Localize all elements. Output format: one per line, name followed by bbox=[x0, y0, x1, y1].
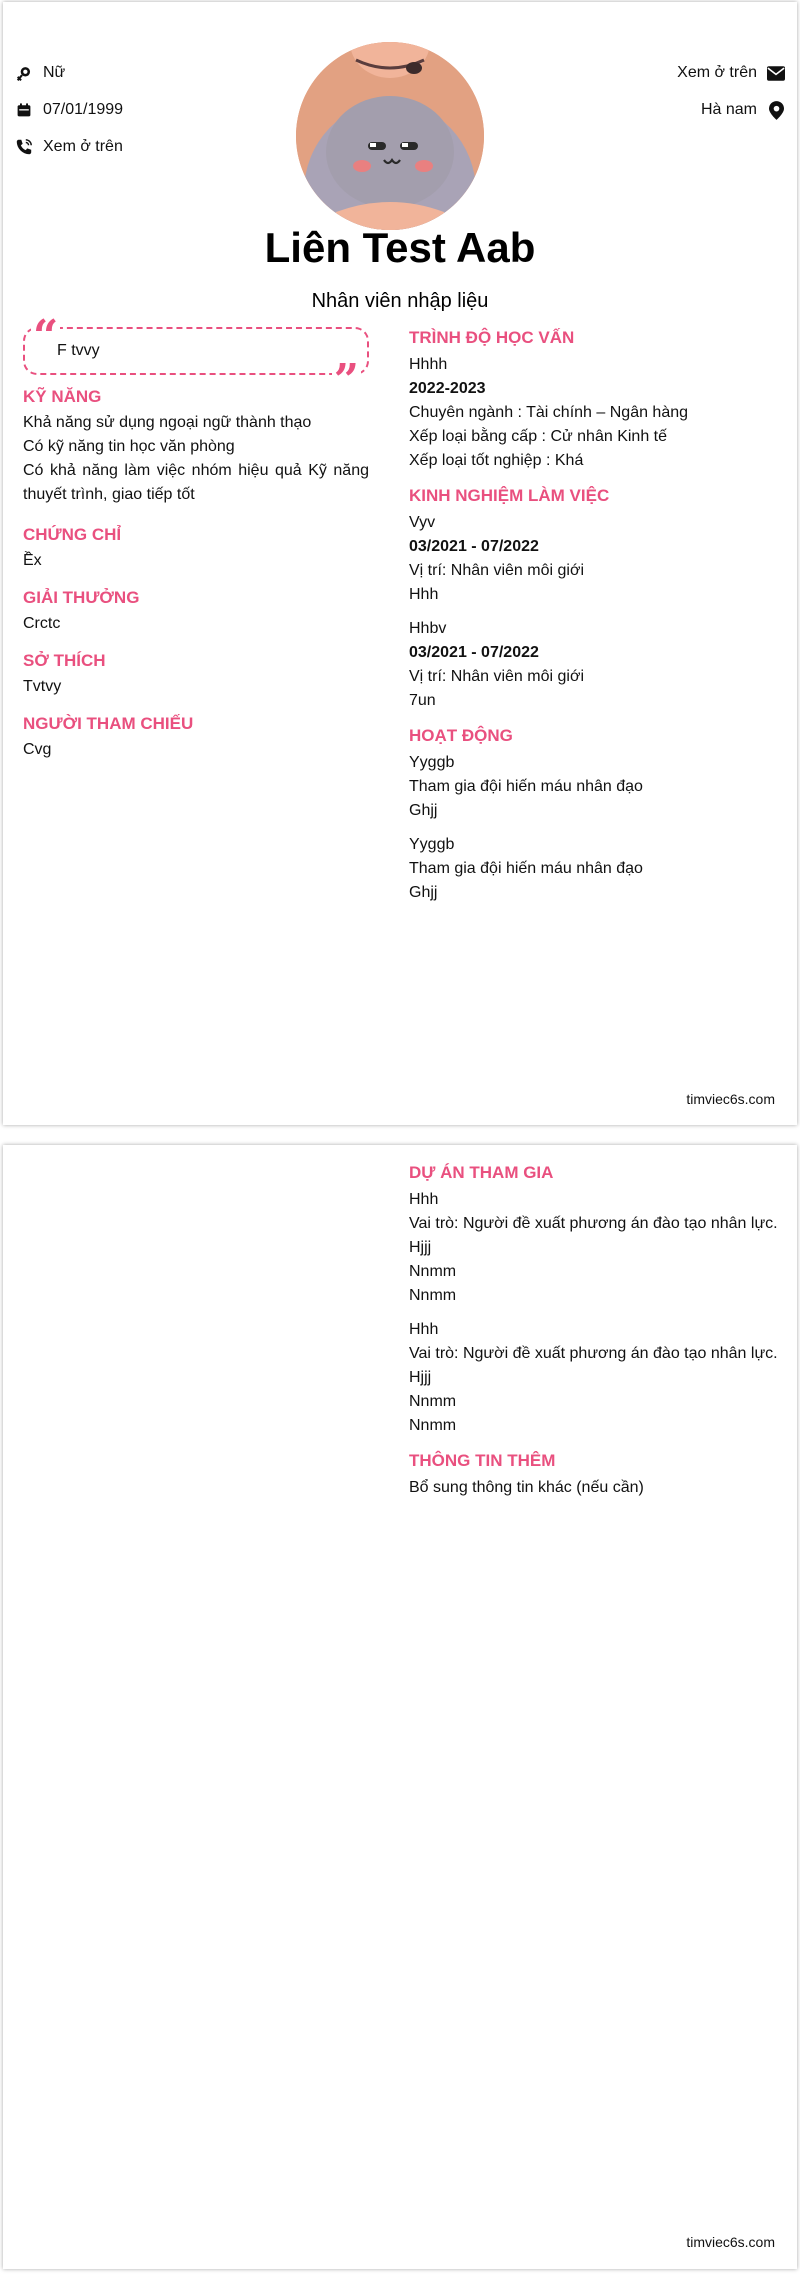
gender-value: Nữ bbox=[43, 64, 66, 81]
close-quote-icon: ” bbox=[333, 355, 359, 406]
location-icon bbox=[767, 101, 785, 119]
open-quote-icon: “ bbox=[33, 311, 59, 362]
footer-site: timviec6s.com bbox=[686, 2234, 775, 2250]
job-title: Nhân viên nhập liệu bbox=[311, 290, 489, 312]
education-period: 2022-2023 bbox=[409, 380, 486, 397]
footer-site: timviec6s.com bbox=[686, 1091, 775, 1107]
project-1-line-2: Nnmm bbox=[409, 1263, 457, 1280]
more-info-title: THÔNG TIN THÊM bbox=[409, 1451, 556, 1470]
more-info-text: Bổ sung thông tin khác (nếu cần) bbox=[409, 1479, 644, 1496]
awards-title: GIẢI THƯỞNG bbox=[23, 588, 140, 607]
experience-title: KINH NGHIỆM LÀM VIỆC bbox=[409, 486, 610, 505]
gender-row bbox=[15, 64, 65, 82]
experience-1-period: 03/2021 - 07/2022 bbox=[409, 538, 539, 555]
experience-1-position: Vị trí: Nhân viên môi giới bbox=[409, 562, 584, 579]
experience-2-desc: 7un bbox=[409, 692, 436, 709]
cv-page-2 bbox=[3, 1145, 797, 2269]
activity-2-name: Yyggb bbox=[409, 836, 455, 853]
phone-icon bbox=[15, 138, 33, 156]
phone-row bbox=[15, 138, 123, 156]
project-2-role: Vai trò: Người đề xuất phương án đào tạo nhân lực. bbox=[409, 1345, 778, 1362]
awards-text: Crctc bbox=[23, 615, 61, 632]
address-row bbox=[701, 101, 785, 119]
project-2-line-3: Nnmm bbox=[409, 1417, 457, 1434]
avatar-illustration bbox=[296, 42, 484, 230]
project-1-line-3: Nnmm bbox=[409, 1287, 457, 1304]
education-school: Hhhh bbox=[409, 356, 448, 373]
experience-1-desc: Hhh bbox=[409, 586, 439, 603]
experience-2-company: Hhbv bbox=[409, 620, 447, 637]
education-grade: Xếp loại tốt nghiệp : Khá bbox=[409, 452, 584, 469]
avatar bbox=[296, 42, 484, 230]
project-1-name: Hhh bbox=[409, 1191, 439, 1208]
certificates-text: Ềx bbox=[23, 552, 42, 569]
project-1-role: Vai trò: Người đề xuất phương án đào tạo nhân lực. bbox=[409, 1215, 778, 1232]
email-icon bbox=[767, 64, 785, 82]
full-name: Liên Test Aab bbox=[264, 224, 536, 271]
hobbies-text: Tvtvy bbox=[23, 678, 62, 695]
hobbies-title: SỞ THÍCH bbox=[23, 651, 106, 670]
activity-1-extra: Ghjj bbox=[409, 802, 438, 819]
education-major: Chuyên ngành : Tài chính – Ngân hàng bbox=[409, 404, 689, 421]
experience-2-position: Vị trí: Nhân viên môi giới bbox=[409, 668, 584, 685]
references-text: Cvg bbox=[23, 741, 52, 758]
activity-2-desc: Tham gia đội hiến máu nhân đạo bbox=[409, 860, 643, 877]
project-2-line-2: Nnmm bbox=[409, 1393, 457, 1410]
skills-line-1: Khả năng sử dụng ngoại ngữ thành thạo bbox=[23, 414, 312, 431]
projects-title: DỰ ÁN THAM GIA bbox=[409, 1163, 554, 1182]
activity-1-desc: Tham gia đội hiến máu nhân đạo bbox=[409, 778, 643, 795]
project-2-name: Hhh bbox=[409, 1321, 439, 1338]
email-value: Xem ở trên bbox=[677, 64, 757, 81]
education-degree: Xếp loại bằng cấp : Cử nhân Kinh tế bbox=[409, 428, 667, 445]
activity-1-name: Yyggb bbox=[409, 754, 455, 771]
birthday-value: 07/01/1999 bbox=[43, 101, 124, 118]
email-row bbox=[677, 64, 785, 82]
skills-line-2: Có kỹ năng tin học văn phòng bbox=[23, 438, 235, 455]
address-value: Hà nam bbox=[700, 101, 757, 118]
project-1-line-1: Hjjj bbox=[409, 1239, 432, 1256]
skills-title: KỸ NĂNG bbox=[23, 387, 102, 406]
skills-line-3: Có khả năng làm việc nhóm hiệu quả Kỹ năng thuyết trình, giao tiếp tốt bbox=[23, 462, 369, 503]
phone-value: Xem ở trên bbox=[43, 138, 123, 155]
education-title: TRÌNH ĐỘ HỌC VẤN bbox=[409, 328, 575, 347]
activities-title: HOẠT ĐỘNG bbox=[409, 726, 513, 745]
experience-2-period: 03/2021 - 07/2022 bbox=[409, 644, 539, 661]
calendar-icon bbox=[15, 101, 33, 119]
project-2-line-1: Hjjj bbox=[409, 1369, 432, 1386]
references-title: NGƯỜI THAM CHIẾU bbox=[23, 714, 194, 733]
certificates-title: CHỨNG CHỈ bbox=[23, 525, 122, 544]
cv-page-1 bbox=[3, 2, 797, 1125]
activity-2-extra: Ghjj bbox=[409, 884, 438, 901]
birthday-row bbox=[15, 101, 123, 119]
gender-icon bbox=[15, 64, 33, 82]
experience-1-company: Vyv bbox=[409, 514, 436, 531]
objective-text: F tvvy bbox=[57, 342, 100, 359]
